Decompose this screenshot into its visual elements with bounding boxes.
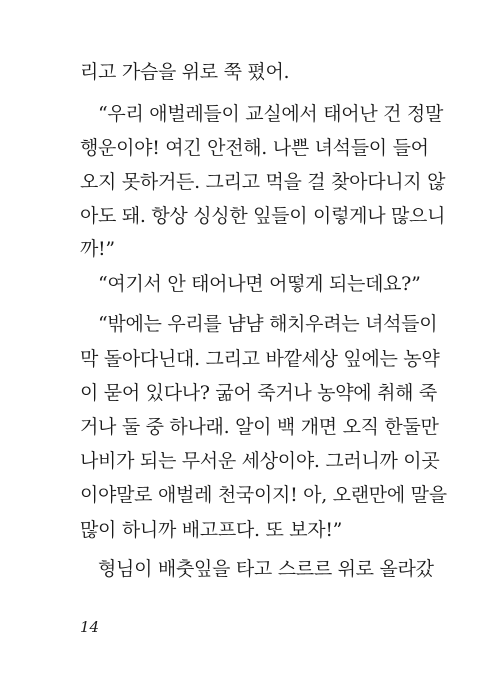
text-line-1: 리고 가슴을 위로 쭉 폈어. xyxy=(80,61,290,83)
text-line-9: 막 돌아다닌대. 그리고 바깥세상 잎에는 농약 xyxy=(80,348,440,370)
text-line-3: 행운이야! 여긴 안전해. 나쁜 녀석들이 들어 xyxy=(80,137,429,159)
text-line-12: 나비가 되는 무서운 세상이야. 그러니까 이곳 xyxy=(80,450,440,472)
text-line-6: 까!” xyxy=(80,238,115,260)
text-line-11: 거나 둘 중 하나래. 알이 백 개면 오직 한둘만 xyxy=(80,416,439,438)
text-line-10: 이 묻어 있다나? 굶어 죽거나 농약에 취해 죽 xyxy=(80,382,437,404)
text-line-2: “우리 애벌레들이 교실에서 태어난 건 정말 xyxy=(98,103,444,125)
page-number: 14 xyxy=(80,618,100,636)
text-line-4: 오지 못하거든. 그리고 먹을 걸 찾아다니지 않 xyxy=(80,171,446,193)
text-line-5: 아도 돼. 항상 싱싱한 잎들이 이렇게나 많으니 xyxy=(80,205,446,227)
text-line-13: 이야말로 애벌레 천국이지! 아, 오랜만에 말을 xyxy=(80,484,447,506)
text-line-8: “밖에는 우리를 냠냠 해치우려는 녀석들이 xyxy=(98,313,438,335)
text-line-14: 많이 하니까 배고프다. 또 보자!” xyxy=(80,519,343,541)
text-line-7: “여기서 안 태어나면 어떻게 되는데요?” xyxy=(98,273,421,295)
text-line-15: 형님이 배춧잎을 타고 스르르 위로 올라갔 xyxy=(98,558,434,580)
